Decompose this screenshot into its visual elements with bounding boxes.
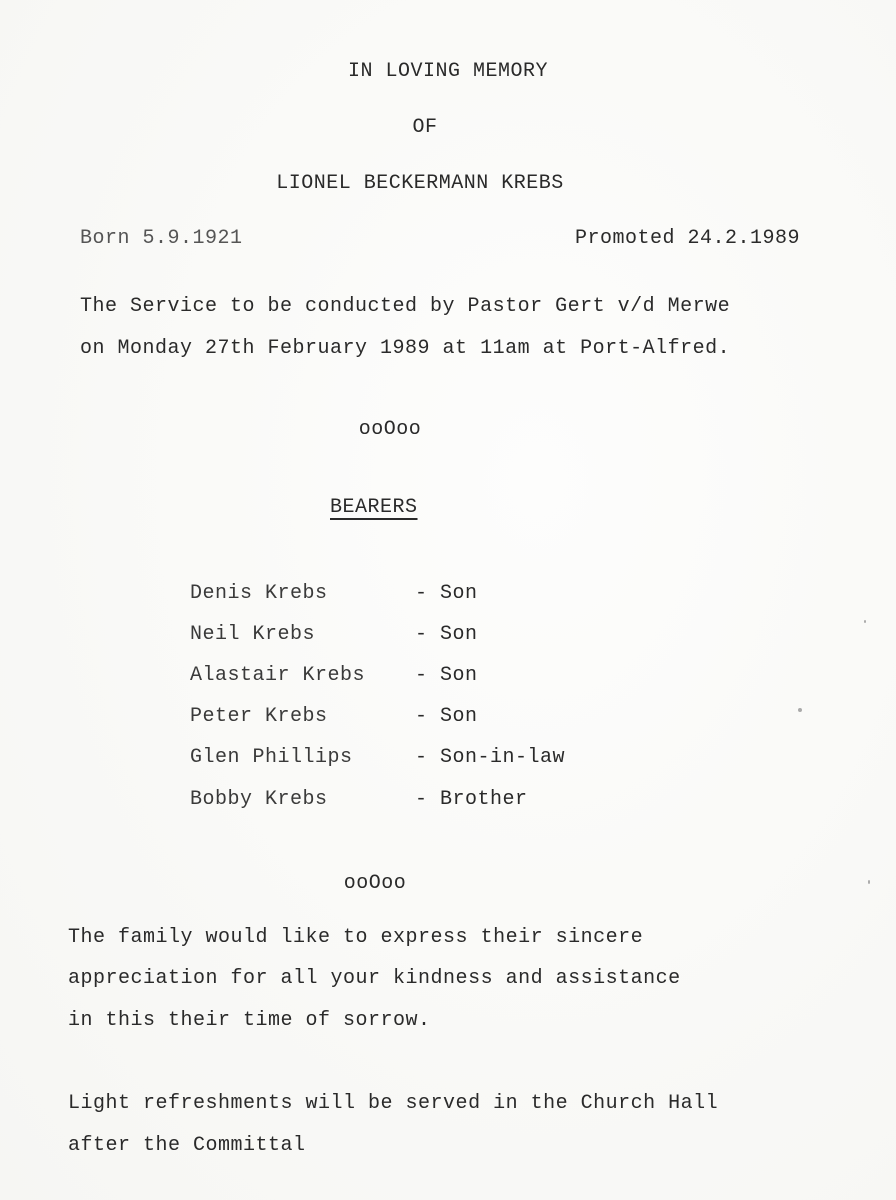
birth-date: Born 5.9.1921 [80, 227, 243, 250]
promoted-date: Promoted 24.2.1989 [574, 227, 800, 250]
bearer-name: Alastair Krebs [190, 664, 366, 687]
title-of: OF [412, 116, 438, 139]
bearer-name: Denis Krebs [190, 582, 328, 605]
thanks-line-2: appreciation for all your kindness and assistance [68, 967, 681, 990]
bearer-name: Glen Phillips [190, 746, 353, 769]
bearer-relation: - Son [415, 664, 478, 687]
bearer-relation: - Son [415, 623, 478, 646]
paper-speck [798, 708, 802, 712]
bearer-relation: - Son [415, 705, 478, 728]
paper-speck [864, 620, 866, 623]
paper-speck [868, 880, 870, 884]
thanks-line-1: The family would like to express their sincere [68, 926, 644, 949]
bearer-name: Neil Krebs [190, 623, 316, 646]
page-title: IN LOVING MEMORY [347, 60, 549, 83]
thanks-line-3: in this their time of sorrow. [68, 1009, 431, 1032]
deceased-name: LIONEL BECKERMANN KREBS [276, 172, 564, 195]
refreshments-line-1: Light refreshments will be served in the Church Hall [68, 1092, 719, 1115]
service-line-2: on Monday 27th February 1989 at 11am at Port-Alfred. [80, 337, 731, 360]
refreshments-line-2: after the Committal [68, 1134, 306, 1157]
bearer-name: Peter Krebs [190, 705, 328, 728]
bearers-heading: BEARERS [330, 496, 418, 519]
bearer-relation: - Son-in-law [415, 746, 566, 769]
bearer-relation: - Brother [415, 788, 528, 811]
bearer-relation: - Son [415, 582, 478, 605]
bearer-name: Bobby Krebs [190, 788, 328, 811]
separator-1: ooOoo [358, 418, 422, 441]
service-line-1: The Service to be conducted by Pastor Gert v/d Merwe [80, 295, 731, 318]
separator-2: ooOoo [343, 872, 407, 895]
